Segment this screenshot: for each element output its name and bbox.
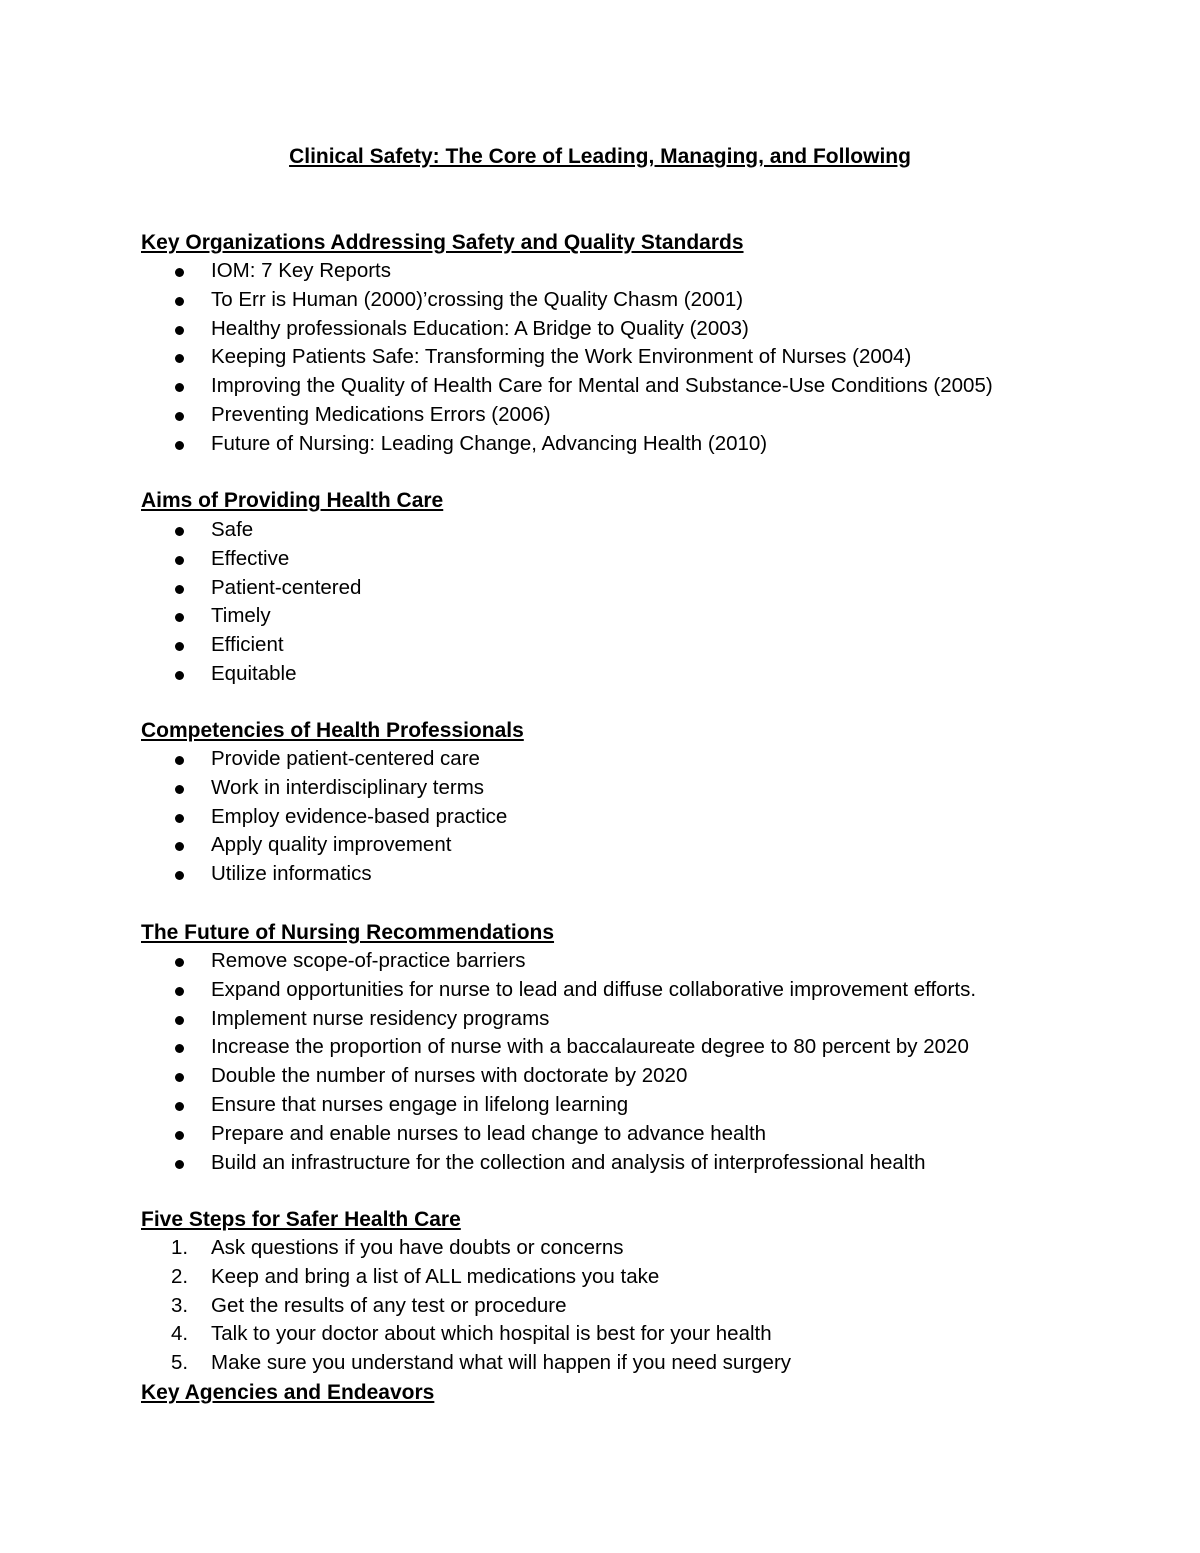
- bullet-icon: [175, 268, 184, 277]
- bullet-icon: [175, 958, 184, 967]
- list-item-text: Increase the proportion of nurse with a baccalaureate degree to 80 percent by 2020: [211, 1035, 969, 1059]
- list-item: [0, 602, 1200, 631]
- bullet-icon: [175, 871, 184, 880]
- bullet-icon: [175, 613, 184, 622]
- page-title: Clinical Safety: The Core of Leading, Managing, and Following: [289, 145, 911, 168]
- list-item: [0, 343, 1200, 372]
- list-item-text: Ask questions if you have doubts or concerns: [211, 1236, 624, 1259]
- list-item-text: Ensure that nurses engage in lifelong learning: [211, 1092, 629, 1116]
- list-item: [0, 1062, 1200, 1091]
- list-item-text: Talk to your doctor about which hospital is best for your health: [211, 1322, 772, 1346]
- list-item-text: Make sure you understand what will happen if you need surgery: [211, 1351, 792, 1375]
- list-item: [0, 860, 1200, 889]
- list-item: [0, 1033, 1200, 1062]
- bullet-list: [0, 745, 1200, 889]
- list-item-text: Healthy professionals Education: A Bridge to Quality (2003): [211, 316, 749, 340]
- bullet-icon: [175, 987, 184, 996]
- bullet-icon: [175, 785, 184, 794]
- bullet-icon: [175, 1073, 184, 1082]
- list-item: [0, 401, 1200, 430]
- numbered-list: [0, 1234, 1200, 1378]
- list-number: 1.: [171, 1236, 189, 1259]
- list-item-text: To Err is Human (2000)’crossing the Quality Chasm (2001): [211, 287, 744, 311]
- list-item-text: Improving the Quality of Health Care for Mental and Substance-Use Conditions (2005): [211, 374, 993, 398]
- list-number: 4.: [171, 1322, 189, 1346]
- list-item: [0, 1234, 1200, 1263]
- bullet-icon: [175, 756, 184, 765]
- list-item: [0, 1149, 1200, 1178]
- list-item: [0, 660, 1200, 689]
- section-heading-five-steps-for-safer-health-care: Five Steps for Safer Health Care: [141, 1208, 461, 1231]
- list-item: [0, 1005, 1200, 1034]
- list-item-text: Safe: [211, 518, 254, 541]
- list-item-text: Timely: [211, 604, 271, 628]
- list-item: [0, 430, 1200, 459]
- bullet-list: [0, 947, 1200, 1177]
- section-heading-competencies-of-health-professionals: Competencies of Health Professionals: [141, 719, 524, 742]
- list-item: [0, 1263, 1200, 1292]
- list-item-text: Equitable: [211, 661, 297, 685]
- list-item: [0, 545, 1200, 574]
- bullet-icon: [175, 326, 184, 335]
- list-item-text: Keep and bring a list of ALL medications you take: [211, 1264, 660, 1288]
- list-item-text: Remove scope-of-practice barriers: [211, 949, 526, 972]
- list-item: [0, 976, 1200, 1005]
- list-item-text: Expand opportunities for nurse to lead and diffuse collaborative improvement efforts.: [211, 977, 977, 1001]
- section-heading-key-organizations-addressing-safety-and-quality-standards: Key Organizations Addressing Safety and Quality Standards: [141, 231, 744, 254]
- list-item: [0, 947, 1200, 976]
- bullet-icon: [175, 354, 184, 363]
- bullet-icon: [175, 527, 184, 536]
- bullet-list: [0, 257, 1200, 459]
- list-item: [0, 1292, 1200, 1321]
- list-item-text: Implement nurse residency programs: [211, 1006, 550, 1030]
- section-heading-key-agencies-and-endeavors: Key Agencies and Endeavors: [141, 1381, 435, 1404]
- bullet-icon: [175, 383, 184, 392]
- list-item-text: Double the number of nurses with doctorate by 2020: [211, 1064, 688, 1088]
- bullet-icon: [175, 585, 184, 594]
- list-item-text: Patient-centered: [211, 575, 362, 599]
- list-item-text: Efficient: [211, 633, 284, 657]
- list-item-text: Future of Nursing: Leading Change, Advancing Health (2010): [211, 431, 768, 455]
- list-item-text: Prepare and enable nurses to lead change to advance health: [211, 1121, 767, 1145]
- bullet-icon: [175, 297, 184, 306]
- bullet-icon: [175, 814, 184, 823]
- section-heading-aims-of-providing-health-care: Aims of Providing Health Care: [141, 489, 444, 512]
- list-item: [0, 315, 1200, 344]
- list-item-text: IOM: 7 Key Reports: [211, 259, 392, 282]
- bullet-list: [0, 516, 1200, 689]
- list-item: [0, 257, 1200, 286]
- list-item: [0, 372, 1200, 401]
- bullet-icon: [175, 556, 184, 565]
- list-item-text: Keeping Patients Safe: Transforming the Work Environment of Nurses (2004): [211, 345, 912, 369]
- list-item: [0, 831, 1200, 860]
- list-item: [0, 516, 1200, 545]
- bullet-icon: [175, 1016, 184, 1025]
- list-item-text: Provide patient-centered care: [211, 747, 480, 770]
- list-item-text: Work in interdisciplinary terms: [211, 775, 485, 799]
- list-item: [0, 1120, 1200, 1149]
- bullet-icon: [175, 671, 184, 680]
- list-item-text: Preventing Medications Errors (2006): [211, 402, 551, 426]
- bullet-icon: [175, 441, 184, 450]
- list-item: [0, 745, 1200, 774]
- list-item: [0, 803, 1200, 832]
- bullet-icon: [175, 1160, 184, 1169]
- bullet-icon: [175, 412, 184, 421]
- list-item-text: Apply quality improvement: [211, 833, 452, 857]
- bullet-icon: [175, 642, 184, 651]
- list-item-text: Utilize informatics: [211, 862, 372, 886]
- list-item: [0, 774, 1200, 803]
- bullet-icon: [175, 842, 184, 851]
- list-number: 3.: [171, 1293, 189, 1317]
- list-item: [0, 1349, 1200, 1378]
- list-item: [0, 1320, 1200, 1349]
- list-item: [0, 286, 1200, 315]
- bullet-icon: [175, 1102, 184, 1111]
- section-heading-the-future-of-nursing-recommendations: The Future of Nursing Recommendations: [141, 921, 555, 944]
- list-item: [0, 574, 1200, 603]
- bullet-icon: [175, 1131, 184, 1140]
- list-item-text: Employ evidence-based practice: [211, 804, 508, 828]
- list-item-text: Effective: [211, 546, 290, 570]
- list-item-text: Get the results of any test or procedure: [211, 1293, 567, 1317]
- list-item-text: Build an infrastructure for the collection and analysis of interprofessional health: [211, 1150, 926, 1174]
- list-item: [0, 631, 1200, 660]
- list-item: [0, 1091, 1200, 1120]
- list-number: 5.: [171, 1351, 189, 1375]
- bullet-icon: [175, 1044, 184, 1053]
- list-number: 2.: [171, 1264, 189, 1288]
